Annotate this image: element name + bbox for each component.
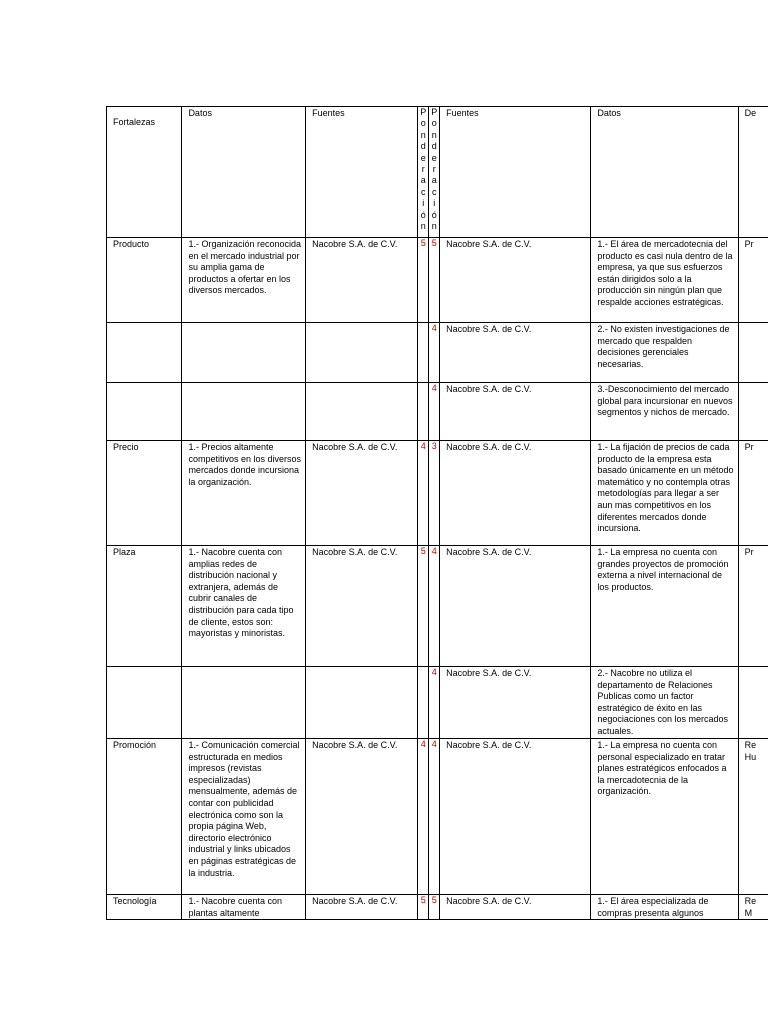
debilidad-cell <box>591 895 738 920</box>
header-ponderacion: P o n d e r a c i ó n <box>429 107 440 238</box>
fuente-text: Nacobre S.A. de C.V. <box>446 668 532 678</box>
fuente-text: Nacobre S.A. de C.V. <box>446 384 532 394</box>
debilidad-cell <box>591 667 738 739</box>
ponderacion-text: 4 <box>431 667 437 677</box>
fortaleza-text: 1.- Nacobre cuenta con amplias redes de distribución nacional y extranjera, además de cubrir canales de distribución para cada tipo de cliente, estos son: mayoristas y minoristas. <box>188 547 294 639</box>
debilidad-text: 3.-Desconocimiento del mercado global para incursionar en nuevos segmentos y nichos de mercado. <box>597 384 733 418</box>
ponderacion-cell <box>418 441 429 546</box>
table-row <box>107 323 768 383</box>
fuente-text: Nacobre S.A. de C.V. <box>446 442 532 452</box>
last-column-cell <box>738 667 768 739</box>
fuente-text: Nacobre S.A. de C.V. <box>446 740 532 750</box>
fuente-cell <box>306 895 418 920</box>
fuente-cell <box>440 383 591 441</box>
debilidad-text: 1.- La empresa no cuenta con personal especializado en tratar planes estratégicos enfocados a la mercadotecnia de la organización. <box>597 740 727 797</box>
debilidad-text: 1.- El área de mercadotecnia del producto es casi nula dentro de la empresa, ya que sus esfuerzos están dirigidos solo a la producción sin ningún plan que respalde acciones estratégicas. <box>597 239 733 307</box>
category-cell <box>107 895 182 920</box>
ponderacion-text: 4 <box>431 546 437 556</box>
fortaleza-cell <box>182 546 306 667</box>
fuente-cell <box>306 441 418 546</box>
fuente-cell <box>440 895 591 920</box>
last-column-cell <box>738 323 768 383</box>
header-fortalezas: Fortalezas <box>107 107 182 238</box>
header-ponderacion: P o n d e r a c i ó n <box>418 107 429 238</box>
ponderacion-text: 5 <box>431 238 437 248</box>
ponderacion-cell <box>429 441 440 546</box>
debilidad-cell <box>591 238 738 323</box>
ponderacion-text: 3 <box>431 441 437 451</box>
last-column-cell <box>738 383 768 441</box>
ponderacion-text: 5 <box>431 895 437 905</box>
category-cell <box>107 238 182 323</box>
ponderacion-text: 5 <box>420 895 426 905</box>
header-fuentes: Fuentes <box>306 107 418 238</box>
debilidad-cell <box>591 739 738 895</box>
ponderacion-cell <box>418 739 429 895</box>
category-cell <box>107 546 182 667</box>
ponderacion-cell <box>429 895 440 920</box>
last-column-text: Pr <box>744 442 754 452</box>
last-column-text: Pr <box>744 239 754 249</box>
fortaleza-cell <box>182 895 306 920</box>
fortaleza-text: 1.- Organización reconocida en el mercado industrial por su amplia gama de productos a ofertar en los diversos mercados. <box>188 239 301 296</box>
ponderacion-cell <box>429 323 440 383</box>
ponderacion-cell <box>418 383 429 441</box>
last-column-text: Re Hu <box>744 740 757 762</box>
category-cell <box>107 323 182 383</box>
last-column-cell <box>738 739 768 895</box>
header-fuentes: Fuentes <box>440 107 591 238</box>
fuente-text: Nacobre S.A. de C.V. <box>312 547 398 557</box>
last-column-text: Pr <box>744 547 754 557</box>
category-text: Promoción <box>113 740 157 750</box>
fortaleza-cell <box>182 739 306 895</box>
debilidad-cell <box>591 546 738 667</box>
ponderacion-text: 4 <box>431 739 437 749</box>
ponderacion-text: 4 <box>420 441 426 451</box>
fortaleza-cell <box>182 323 306 383</box>
fuente-cell <box>306 546 418 667</box>
last-column-cell <box>738 441 768 546</box>
category-text: Tecnología <box>113 896 157 906</box>
last-column-cell <box>738 546 768 667</box>
debilidad-cell <box>591 323 738 383</box>
fortaleza-cell <box>182 441 306 546</box>
fuente-cell <box>440 323 591 383</box>
category-cell <box>107 667 182 739</box>
debilidad-text: 1.- El área especializada de compras presenta algunos <box>597 896 709 918</box>
fuente-cell <box>440 667 591 739</box>
fuente-text: Nacobre S.A. de C.V. <box>446 324 532 334</box>
fuente-cell <box>440 441 591 546</box>
ponderacion-text: 4 <box>431 323 437 333</box>
table-row <box>107 667 768 739</box>
category-cell <box>107 441 182 546</box>
fortaleza-cell <box>182 383 306 441</box>
table-row <box>107 739 768 895</box>
ponderacion-cell <box>418 238 429 323</box>
header-datos: Datos <box>182 107 306 238</box>
ponderacion-cell <box>429 383 440 441</box>
fuente-cell <box>440 739 591 895</box>
fuente-cell <box>306 238 418 323</box>
fuente-cell <box>306 667 418 739</box>
fuente-text: Nacobre S.A. de C.V. <box>312 239 398 249</box>
category-text: Producto <box>113 239 150 249</box>
ponderacion-cell <box>418 546 429 667</box>
fuente-cell <box>440 546 591 667</box>
ponderacion-text: 4 <box>420 739 426 749</box>
fuente-cell <box>306 383 418 441</box>
fuente-text: Nacobre S.A. de C.V. <box>312 896 398 906</box>
header-row <box>107 107 768 238</box>
ponderacion-text: 4 <box>431 383 437 393</box>
table-row <box>107 441 768 546</box>
debilidad-text: 1.- La fijación de precios de cada producto de la empresa esta basado únicamente en un método matemático y no contempla otras metodologías para llegar a ser aun mas competitivos en los diferentes mercados donde incursiona. <box>597 442 734 534</box>
category-cell <box>107 739 182 895</box>
fuente-text: Nacobre S.A. de C.V. <box>446 896 532 906</box>
debilidad-text: 2.- Nacobre no utiliza el departamento de Relaciones Publicas como un factor estratégico de éxito en las negociaciones con los mercados actuales. <box>597 668 728 736</box>
fuente-cell <box>306 323 418 383</box>
fortaleza-cell <box>182 238 306 323</box>
debilidad-text: 1.- La empresa no cuenta con grandes proyectos de promoción externa a nivel internacional de los productos. <box>597 547 729 592</box>
fuente-text: Nacobre S.A. de C.V. <box>446 239 532 249</box>
debilidad-text: 2.- No existen investigaciones de mercado que respalden decisiones gerenciales necesarias. <box>597 324 730 369</box>
fortaleza-text: 1.- Nacobre cuenta con plantas altamente <box>188 896 282 918</box>
fortaleza-cell <box>182 667 306 739</box>
table-row <box>107 895 768 920</box>
fuente-cell <box>306 739 418 895</box>
table-row <box>107 546 768 667</box>
category-cell <box>107 383 182 441</box>
table-row <box>107 238 768 323</box>
fuente-text: Nacobre S.A. de C.V. <box>312 740 398 750</box>
last-column-cell <box>738 238 768 323</box>
ponderacion-cell <box>429 667 440 739</box>
ponderacion-cell <box>429 546 440 667</box>
category-text: Plaza <box>113 547 136 557</box>
ponderacion-text: 5 <box>420 546 426 556</box>
ponderacion-cell <box>429 739 440 895</box>
category-text: Precio <box>113 442 139 452</box>
ponderacion-cell <box>418 323 429 383</box>
last-column-text: Re M <box>744 896 757 918</box>
ponderacion-cell <box>429 238 440 323</box>
table-row <box>107 383 768 441</box>
fuente-cell <box>440 238 591 323</box>
last-column-cell <box>738 895 768 920</box>
fortaleza-text: 1.- Precios altamente competitivos en los diversos mercados donde incursiona la organización. <box>188 442 301 487</box>
ponderacion-cell <box>418 895 429 920</box>
fuente-text: Nacobre S.A. de C.V. <box>312 442 398 452</box>
fortaleza-text: 1.- Comunicación comercial estructurada en medios impresos (revistas especializadas) mensualmente, además de contar con publicidad electrónica como son la propia página Web, directorio electrónico industrial y links ubicados en páginas estratégicas de la industria. <box>188 740 300 878</box>
header-datos: Datos <box>591 107 738 238</box>
debilidad-cell <box>591 441 738 546</box>
header-last-column: De <box>738 107 768 238</box>
ponderacion-text: 5 <box>420 238 426 248</box>
ponderacion-cell <box>418 667 429 739</box>
fuente-text: Nacobre S.A. de C.V. <box>446 547 532 557</box>
debilidad-cell <box>591 383 738 441</box>
foda-table <box>106 106 768 920</box>
